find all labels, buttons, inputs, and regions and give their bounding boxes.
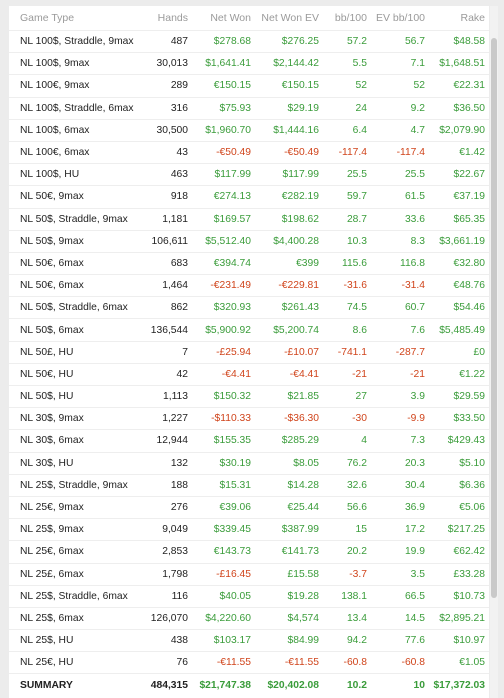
cell-hands: 683 — [140, 252, 192, 274]
cell-rake: $2,895.21 — [429, 607, 489, 629]
results-table — [9, 6, 489, 696]
table-row[interactable] — [9, 652, 489, 674]
cell-ev-bb100: -60.8 — [371, 652, 429, 674]
table-row[interactable] — [9, 386, 489, 408]
cell-rake: $54.46 — [429, 297, 489, 319]
cell-net-won: $15.31 — [192, 474, 255, 496]
cell-hands: 132 — [140, 452, 192, 474]
cell-rake: $33.50 — [429, 408, 489, 430]
cell-net-won-ev: $20,402.08 — [255, 674, 323, 696]
cell-rake: $22.67 — [429, 164, 489, 186]
cell-net-won: $339.45 — [192, 519, 255, 541]
cell-hands: 276 — [140, 496, 192, 518]
cell-bb100: 57.2 — [323, 31, 371, 53]
cell-ev-bb100: 36.9 — [371, 496, 429, 518]
table-row[interactable] — [9, 75, 489, 97]
cell-ev-bb100: 56.7 — [371, 31, 429, 53]
cell-net-won: -$110.33 — [192, 408, 255, 430]
cell-bb100: -3.7 — [323, 563, 371, 585]
table-row[interactable] — [9, 141, 489, 163]
cell-hands: 9,049 — [140, 519, 192, 541]
cell-net-won: $155.35 — [192, 430, 255, 452]
cell-rake: $2,079.90 — [429, 119, 489, 141]
cell-rake: $65.35 — [429, 208, 489, 230]
table-row[interactable] — [9, 186, 489, 208]
table-row[interactable] — [9, 630, 489, 652]
cell-net-won: $320.93 — [192, 297, 255, 319]
cell-rake: €1.22 — [429, 363, 489, 385]
cell-game-type: NL 25$, Straddle, 6max — [9, 585, 140, 607]
cell-rake: $5.10 — [429, 452, 489, 474]
cell-rake: $3,661.19 — [429, 230, 489, 252]
column-header-net-won-ev[interactable]: Net Won EV — [261, 12, 319, 24]
cell-hands: 42 — [140, 363, 192, 385]
cell-net-won-ev: €282.19 — [255, 186, 323, 208]
cell-bb100: -741.1 — [323, 341, 371, 363]
cell-hands: 862 — [140, 297, 192, 319]
cell-ev-bb100: 77.6 — [371, 630, 429, 652]
cell-net-won: $40.05 — [192, 585, 255, 607]
cell-hands: 438 — [140, 630, 192, 652]
cell-game-type: NL 100$, 9max — [9, 53, 140, 75]
cell-game-type: NL 100$, Straddle, 6max — [9, 97, 140, 119]
table-row[interactable] — [9, 230, 489, 252]
cell-net-won-ev: -€50.49 — [255, 141, 323, 163]
table-row[interactable] — [9, 541, 489, 563]
cell-ev-bb100: 17.2 — [371, 519, 429, 541]
cell-rake: $429.43 — [429, 430, 489, 452]
cell-net-won-ev: €399 — [255, 252, 323, 274]
table-row[interactable] — [9, 430, 489, 452]
cell-bb100: 13.4 — [323, 607, 371, 629]
cell-ev-bb100: 30.4 — [371, 474, 429, 496]
cell-net-won: $278.68 — [192, 31, 255, 53]
cell-bb100: 59.7 — [323, 186, 371, 208]
cell-rake: $217.25 — [429, 519, 489, 541]
cell-net-won: -£16.45 — [192, 563, 255, 585]
table-row[interactable] — [9, 275, 489, 297]
cell-game-type: NL 100€, 9max — [9, 75, 140, 97]
cell-ev-bb100: 14.5 — [371, 607, 429, 629]
cell-net-won-ev: $29.19 — [255, 97, 323, 119]
cell-hands: 463 — [140, 164, 192, 186]
cell-bb100: 10.3 — [323, 230, 371, 252]
cell-bb100: 25.5 — [323, 164, 371, 186]
cell-bb100: 94.2 — [323, 630, 371, 652]
table-row[interactable] — [9, 519, 489, 541]
cell-game-type: NL 50€, HU — [9, 363, 140, 385]
cell-game-type: NL 25€, HU — [9, 652, 140, 674]
cell-game-type: NL 30$, HU — [9, 452, 140, 474]
cell-net-won-ev: £15.58 — [255, 563, 323, 585]
cell-net-won: $1,960.70 — [192, 119, 255, 141]
summary-row[interactable] — [9, 674, 489, 696]
vertical-scrollbar[interactable] — [490, 6, 498, 698]
cell-net-won: $117.99 — [192, 164, 255, 186]
cell-net-won-ev: $4,574 — [255, 607, 323, 629]
cell-hands: 484,315 — [140, 674, 192, 696]
cell-game-type: SUMMARY — [9, 674, 140, 696]
cell-bb100: 138.1 — [323, 585, 371, 607]
table-row[interactable] — [9, 474, 489, 496]
cell-net-won-ev: $84.99 — [255, 630, 323, 652]
cell-rake: $10.97 — [429, 630, 489, 652]
cell-bb100: 4 — [323, 430, 371, 452]
table-row[interactable] — [9, 97, 489, 119]
cell-net-won: $103.17 — [192, 630, 255, 652]
cell-ev-bb100: 3.5 — [371, 563, 429, 585]
cell-net-won-ev: $387.99 — [255, 519, 323, 541]
cell-bb100: 52 — [323, 75, 371, 97]
cell-bb100: 27 — [323, 386, 371, 408]
cell-net-won: €274.13 — [192, 186, 255, 208]
table-row[interactable] — [9, 208, 489, 230]
cell-net-won: $4,220.60 — [192, 607, 255, 629]
cell-net-won: $169.57 — [192, 208, 255, 230]
cell-ev-bb100: 7.6 — [371, 319, 429, 341]
cell-ev-bb100: -9.9 — [371, 408, 429, 430]
column-header-bb100[interactable]: bb/100 — [334, 12, 367, 24]
cell-hands: 1,798 — [140, 563, 192, 585]
cell-net-won-ev: $14.28 — [255, 474, 323, 496]
cell-net-won: -£25.94 — [192, 341, 255, 363]
cell-ev-bb100: -287.7 — [371, 341, 429, 363]
cell-rake: $29.59 — [429, 386, 489, 408]
cell-game-type: NL 50$, HU — [9, 386, 140, 408]
cell-net-won: -€50.49 — [192, 141, 255, 163]
cell-rake: $36.50 — [429, 97, 489, 119]
cell-net-won: $5,900.92 — [192, 319, 255, 341]
column-header-rake[interactable]: Rake — [460, 12, 485, 24]
cell-game-type: NL 25$, Straddle, 9max — [9, 474, 140, 496]
cell-ev-bb100: 25.5 — [371, 164, 429, 186]
cell-bb100: 20.2 — [323, 541, 371, 563]
cell-ev-bb100: 52 — [371, 75, 429, 97]
cell-rake: €1.05 — [429, 652, 489, 674]
results-panel — [9, 6, 489, 698]
cell-net-won: -€231.49 — [192, 275, 255, 297]
cell-rake: $48.58 — [429, 31, 489, 53]
cell-net-won: -€11.55 — [192, 652, 255, 674]
cell-ev-bb100: 7.3 — [371, 430, 429, 452]
cell-rake: €1.42 — [429, 141, 489, 163]
cell-ev-bb100: 66.5 — [371, 585, 429, 607]
cell-bb100: 74.5 — [323, 297, 371, 319]
table-row[interactable] — [9, 563, 489, 585]
cell-game-type: NL 50$, Straddle, 9max — [9, 208, 140, 230]
cell-hands: 12,944 — [140, 430, 192, 452]
cell-bb100: 8.6 — [323, 319, 371, 341]
cell-hands: 1,227 — [140, 408, 192, 430]
cell-game-type: NL 100€, 6max — [9, 141, 140, 163]
cell-net-won-ev: $198.62 — [255, 208, 323, 230]
cell-ev-bb100: -31.4 — [371, 275, 429, 297]
cell-bb100: 32.6 — [323, 474, 371, 496]
cell-net-won-ev: $19.28 — [255, 585, 323, 607]
cell-net-won: $1,641.41 — [192, 53, 255, 75]
cell-bb100: 5.5 — [323, 53, 371, 75]
cell-game-type: NL 50€, 9max — [9, 186, 140, 208]
cell-bb100: 6.4 — [323, 119, 371, 141]
cell-rake: $1,648.51 — [429, 53, 489, 75]
cell-bb100: 28.7 — [323, 208, 371, 230]
cell-rake: €32.80 — [429, 252, 489, 274]
cell-game-type: NL 30$, 6max — [9, 430, 140, 452]
cell-net-won: €39.06 — [192, 496, 255, 518]
cell-hands: 30,013 — [140, 53, 192, 75]
cell-game-type: NL 25£, 6max — [9, 563, 140, 585]
table-row[interactable] — [9, 53, 489, 75]
cell-rake: £0 — [429, 341, 489, 363]
cell-game-type: NL 50£, HU — [9, 341, 140, 363]
cell-net-won-ev: $276.25 — [255, 31, 323, 53]
cell-net-won-ev: €25.44 — [255, 496, 323, 518]
column-header-ev-bb100[interactable]: EV bb/100 — [375, 12, 425, 24]
table-header-row — [9, 6, 489, 31]
cell-rake: €22.31 — [429, 75, 489, 97]
cell-net-won-ev: $8.05 — [255, 452, 323, 474]
cell-hands: 188 — [140, 474, 192, 496]
cell-net-won-ev: €150.15 — [255, 75, 323, 97]
cell-game-type: NL 50$, Straddle, 6max — [9, 297, 140, 319]
cell-ev-bb100: -117.4 — [371, 141, 429, 163]
cell-rake: $10.73 — [429, 585, 489, 607]
cell-hands: 43 — [140, 141, 192, 163]
cell-net-won: $5,512.40 — [192, 230, 255, 252]
cell-hands: 116 — [140, 585, 192, 607]
cell-hands: 1,113 — [140, 386, 192, 408]
cell-rake: €5.06 — [429, 496, 489, 518]
cell-net-won-ev: -$36.30 — [255, 408, 323, 430]
cell-game-type: NL 100$, Straddle, 9max — [9, 31, 140, 53]
table-row[interactable] — [9, 319, 489, 341]
table-row[interactable] — [9, 119, 489, 141]
cell-rake: $5,485.49 — [429, 319, 489, 341]
cell-ev-bb100: 10 — [371, 674, 429, 696]
cell-game-type: NL 25€, 6max — [9, 541, 140, 563]
table-row[interactable] — [9, 408, 489, 430]
cell-rake: €37.19 — [429, 186, 489, 208]
cell-hands: 136,544 — [140, 319, 192, 341]
cell-bb100: 76.2 — [323, 452, 371, 474]
cell-net-won-ev: $285.29 — [255, 430, 323, 452]
table-row[interactable] — [9, 252, 489, 274]
cell-net-won-ev: $117.99 — [255, 164, 323, 186]
table-row[interactable] — [9, 607, 489, 629]
cell-net-won-ev: $5,200.74 — [255, 319, 323, 341]
cell-net-won-ev: $2,144.42 — [255, 53, 323, 75]
cell-bb100: -117.4 — [323, 141, 371, 163]
cell-hands: 76 — [140, 652, 192, 674]
cell-net-won-ev: -€4.41 — [255, 363, 323, 385]
cell-net-won-ev: $1,444.16 — [255, 119, 323, 141]
cell-hands: 1,464 — [140, 275, 192, 297]
cell-net-won: €143.73 — [192, 541, 255, 563]
cell-net-won-ev: -€11.55 — [255, 652, 323, 674]
column-header-hands[interactable]: Hands — [157, 12, 188, 24]
cell-hands: 30,500 — [140, 119, 192, 141]
cell-game-type: NL 30$, 9max — [9, 408, 140, 430]
cell-rake: €62.42 — [429, 541, 489, 563]
cell-rake: £33.28 — [429, 563, 489, 585]
cell-hands: 487 — [140, 31, 192, 53]
cell-net-won-ev: $4,400.28 — [255, 230, 323, 252]
cell-ev-bb100: 7.1 — [371, 53, 429, 75]
cell-bb100: -21 — [323, 363, 371, 385]
cell-hands: 7 — [140, 341, 192, 363]
scrollbar-thumb[interactable] — [491, 38, 497, 598]
cell-rake: $6.36 — [429, 474, 489, 496]
cell-net-won: -€4.41 — [192, 363, 255, 385]
table-row[interactable] — [9, 585, 489, 607]
cell-hands: 918 — [140, 186, 192, 208]
table-row[interactable] — [9, 31, 489, 53]
cell-game-type: NL 50€, 6max — [9, 252, 140, 274]
cell-rake: $17,372.03 — [429, 674, 489, 696]
cell-hands: 316 — [140, 97, 192, 119]
cell-ev-bb100: 8.3 — [371, 230, 429, 252]
cell-bb100: 115.6 — [323, 252, 371, 274]
cell-ev-bb100: 3.9 — [371, 386, 429, 408]
cell-hands: 1,181 — [140, 208, 192, 230]
cell-net-won-ev: $21.85 — [255, 386, 323, 408]
cell-net-won-ev: -€229.81 — [255, 275, 323, 297]
cell-bb100: 10.2 — [323, 674, 371, 696]
cell-ev-bb100: 61.5 — [371, 186, 429, 208]
table-row[interactable] — [9, 452, 489, 474]
cell-game-type: NL 100$, 6max — [9, 119, 140, 141]
cell-net-won: $75.93 — [192, 97, 255, 119]
cell-game-type: NL 50$, 6max — [9, 319, 140, 341]
cell-ev-bb100: 19.9 — [371, 541, 429, 563]
cell-game-type: NL 100$, HU — [9, 164, 140, 186]
cell-net-won-ev: $261.43 — [255, 297, 323, 319]
cell-hands: 126,070 — [140, 607, 192, 629]
cell-hands: 106,611 — [140, 230, 192, 252]
cell-hands: 2,853 — [140, 541, 192, 563]
cell-ev-bb100: 116.8 — [371, 252, 429, 274]
cell-ev-bb100: 4.7 — [371, 119, 429, 141]
table-row[interactable] — [9, 363, 489, 385]
table-row[interactable] — [9, 341, 489, 363]
cell-game-type: NL 50$, 9max — [9, 230, 140, 252]
cell-bb100: -30 — [323, 408, 371, 430]
cell-rake: €48.76 — [429, 275, 489, 297]
cell-game-type: NL 25€, 9max — [9, 496, 140, 518]
cell-net-won: $30.19 — [192, 452, 255, 474]
cell-ev-bb100: 9.2 — [371, 97, 429, 119]
cell-net-won-ev: -£10.07 — [255, 341, 323, 363]
cell-bb100: 56.6 — [323, 496, 371, 518]
cell-bb100: 24 — [323, 97, 371, 119]
column-header-net-won[interactable]: Net Won — [210, 12, 251, 24]
cell-game-type: NL 25$, 6max — [9, 607, 140, 629]
cell-net-won-ev: €141.73 — [255, 541, 323, 563]
table-row[interactable] — [9, 297, 489, 319]
cell-game-type: NL 50€, 6max — [9, 275, 140, 297]
table-body — [9, 31, 489, 696]
cell-bb100: 15 — [323, 519, 371, 541]
cell-bb100: -60.8 — [323, 652, 371, 674]
table-row[interactable] — [9, 496, 489, 518]
cell-net-won: €150.15 — [192, 75, 255, 97]
cell-net-won: $21,747.38 — [192, 674, 255, 696]
cell-net-won: €394.74 — [192, 252, 255, 274]
column-header-game-type[interactable]: Game Type — [20, 12, 75, 24]
cell-hands: 289 — [140, 75, 192, 97]
cell-game-type: NL 25$, 9max — [9, 519, 140, 541]
cell-ev-bb100: -21 — [371, 363, 429, 385]
cell-game-type: NL 25$, HU — [9, 630, 140, 652]
cell-net-won: $150.32 — [192, 386, 255, 408]
cell-ev-bb100: 33.6 — [371, 208, 429, 230]
table-row[interactable] — [9, 164, 489, 186]
cell-bb100: -31.6 — [323, 275, 371, 297]
cell-ev-bb100: 60.7 — [371, 297, 429, 319]
cell-ev-bb100: 20.3 — [371, 452, 429, 474]
